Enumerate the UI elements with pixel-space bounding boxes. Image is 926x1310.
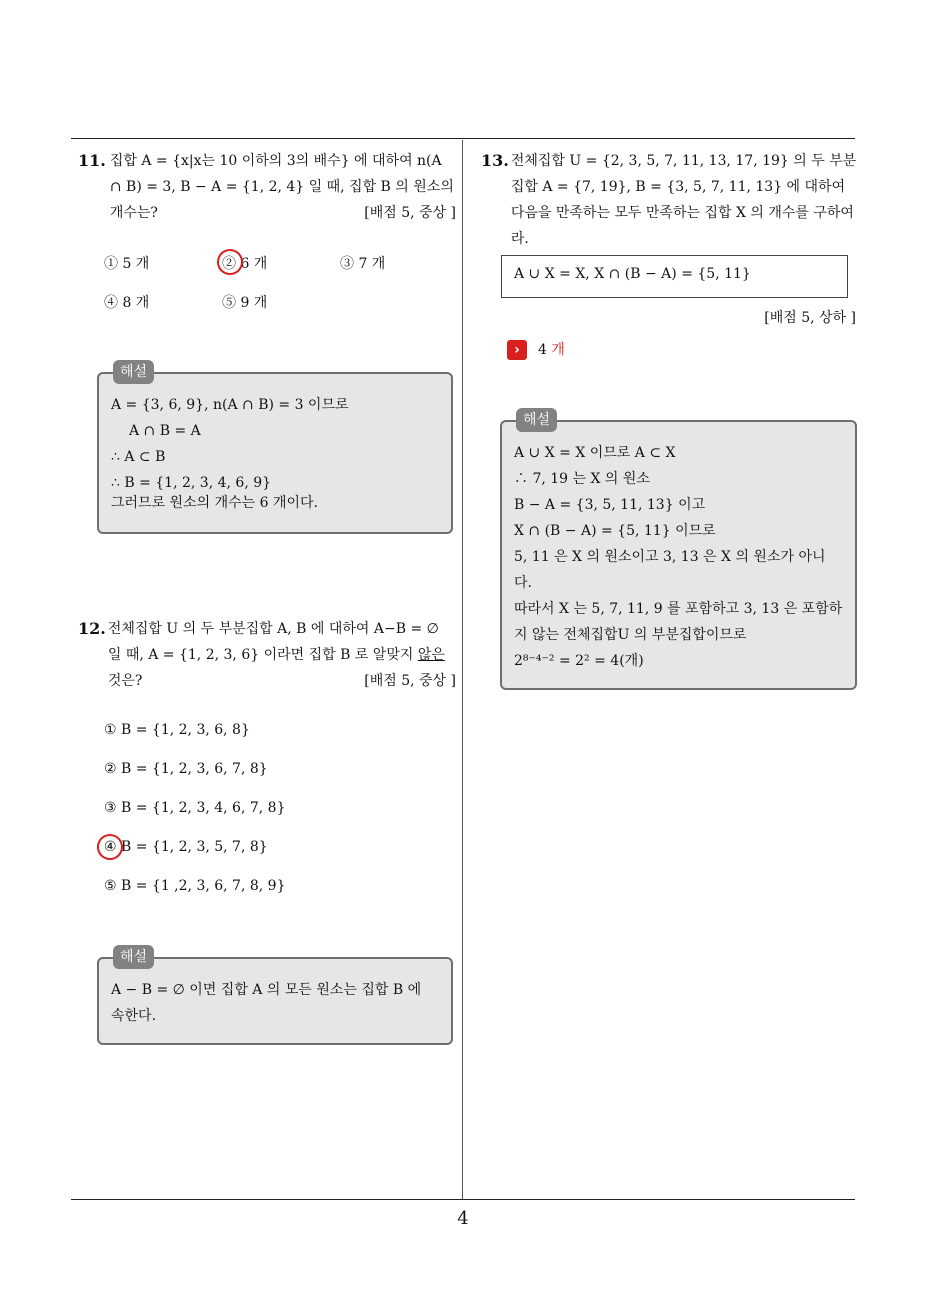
question-meta: [배점 5, 중상 ] <box>364 673 456 689</box>
solution-line: 2⁸⁻⁴⁻² = 2² = 4(개) <box>514 653 644 669</box>
solution-line: ∴ 7, 19 는 X 의 원소 <box>514 471 650 487</box>
question-meta: [배점 5, 중상 ] <box>364 205 456 221</box>
choice-4[interactable]: ④ 8 개 <box>104 295 150 311</box>
answer <box>538 339 565 359</box>
choice-4[interactable]: ④ B = {1, 2, 3, 5, 7, 8} <box>104 839 268 855</box>
choice-3[interactable]: ③ 7 개 <box>340 256 386 272</box>
bottom-rule <box>71 1199 855 1200</box>
choice-5[interactable]: ⑤ 9 개 <box>222 295 268 311</box>
arrow-right-icon: › <box>507 340 527 360</box>
choice-5[interactable]: ⑤ B = {1 ,2, 3, 6, 7, 8, 9} <box>104 878 286 894</box>
question-number: 12. <box>78 619 106 638</box>
selected-answer-circle <box>213 245 246 278</box>
top-rule <box>71 138 855 139</box>
solution-line: X ∩ (B − A) = {5, 11} 이므로 <box>514 523 716 539</box>
choice-2[interactable]: ② 6 개 <box>222 256 268 272</box>
question-text-part: 것은? <box>107 673 143 689</box>
question-13 <box>481 148 859 252</box>
choice-2[interactable]: ② B = {1, 2, 3, 6, 7, 8} <box>104 761 268 777</box>
solution-line: B − A = {3, 5, 11, 13} 이고 <box>514 497 706 513</box>
choice-3[interactable]: ③ B = {1, 2, 3, 4, 6, 7, 8} <box>104 800 286 816</box>
selected-answer-circle <box>93 830 126 863</box>
question-number: 11. <box>78 151 106 170</box>
question-text-emphasis: 않은 <box>417 647 445 663</box>
solution-line: 그러므로 원소의 개수는 6 개이다. <box>111 495 318 511</box>
question-number: 13. <box>481 151 509 170</box>
question-meta: [배점 5, 상하 ] <box>764 310 856 326</box>
solution-line: A − B = ∅ 이면 집합 A 의 모든 원소는 집합 B 에 속한다. <box>111 982 422 1024</box>
question-text <box>106 616 456 694</box>
solution-line: A = {3, 6, 9}, n(A ∩ B) = 3 이므로 <box>111 397 349 413</box>
solution-box-11 <box>97 364 453 534</box>
page-number: 4 <box>457 1208 469 1229</box>
question-text: 전체집합 U = {2, 3, 5, 7, 11, 13, 17, 19} 의 두 부분집합 A = {7, 19}, B = {3, 5, 7, 11, 13} 에 대하여 다음을 만족하는 모두 만족하는 집합 X 의 개수를 구하여라. <box>510 153 857 247</box>
solution-line: A ∩ B = A <box>129 423 201 439</box>
solution-box-13 <box>500 412 857 690</box>
question-text: 집합 A = {x|x는 10 이하의 3의 배수} 에 대하여 n(A ∩ B) = 3, B − A = {1, 2, 4} 일 때, 집합 B 의 원소의 개수는? <box>109 153 454 221</box>
question-11 <box>78 148 456 226</box>
choice-1[interactable]: ① 5 개 <box>104 256 150 272</box>
solution-line: A ∪ X = X 이므로 A ⊂ X <box>514 445 676 461</box>
answer-value: 4 <box>538 342 547 358</box>
solution-box-12 <box>97 949 453 1045</box>
solution-tag: 해설 <box>113 945 154 969</box>
condition-box: A ∪ X = X, X ∩ (B − A) = {5, 11} <box>501 255 848 298</box>
solution-tag: 해설 <box>516 408 557 432</box>
solution-line: 5, 11 은 X 의 원소이고 3, 13 은 X 의 원소가 아니다. <box>514 549 826 591</box>
solution-line: ∴ A ⊂ B <box>111 449 166 465</box>
answer-unit: 개 <box>551 342 565 358</box>
choice-1[interactable]: ① B = {1, 2, 3, 6, 8} <box>104 722 250 738</box>
solution-line: ∴ B = {1, 2, 3, 4, 6, 9} <box>111 475 272 491</box>
solution-tag: 해설 <box>113 360 154 384</box>
solution-line: 따라서 X 는 5, 7, 11, 9 를 포함하고 3, 13 은 포함하지 않는 전체집합U 의 부분집합이므로 <box>514 601 843 643</box>
question-12 <box>78 616 456 694</box>
column-divider <box>462 140 463 1200</box>
question-text-part: 전체집합 U 의 두 부분집합 A, B 에 대하여 A−B = ∅ 일 때, A = {1, 2, 3, 6} 이라면 집합 B 로 알맞지 <box>107 621 439 663</box>
